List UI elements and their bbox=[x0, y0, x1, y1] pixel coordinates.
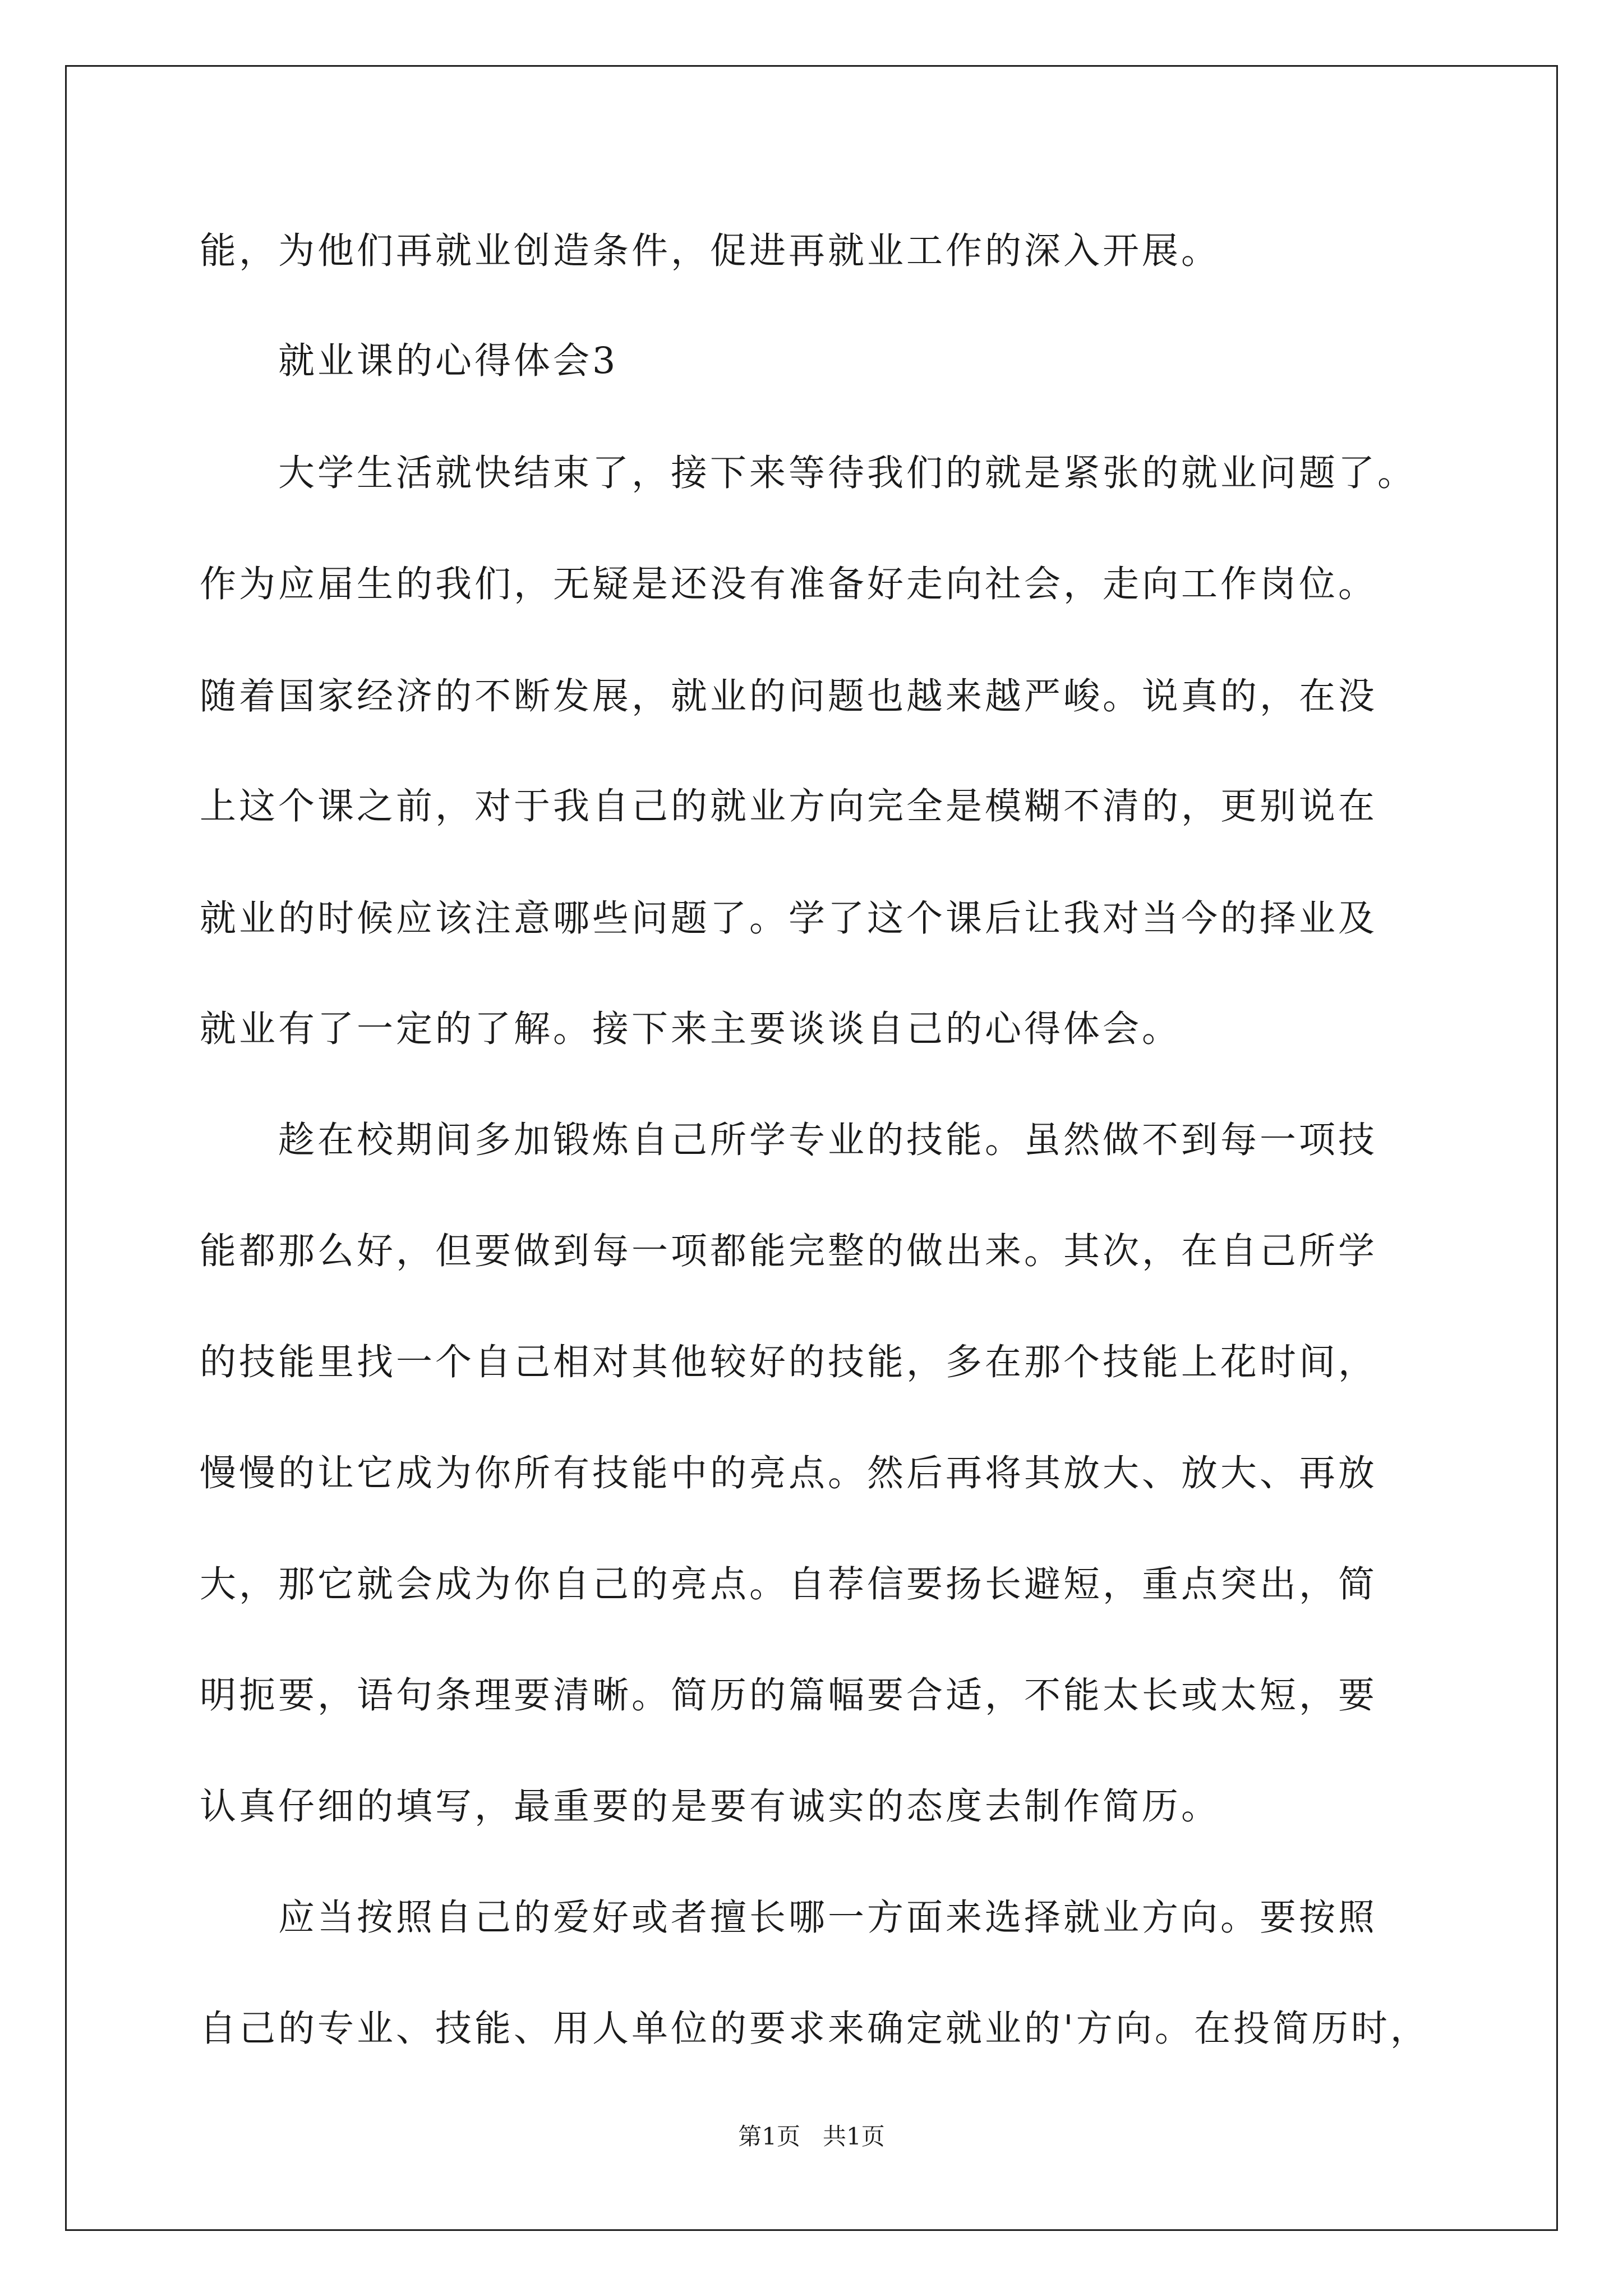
text-line: 慢慢的让它成为你所有技能中的亮点。然后再将其放大、放大、再放 bbox=[200, 1452, 1378, 1494]
text-line: 能，为他们再就业创造条件，促进再就业工作的深入开展。 bbox=[200, 230, 1221, 272]
text-line: 大，那它就会成为你自己的亮点。自荐信要扬长避短，重点突出，简 bbox=[200, 1563, 1378, 1605]
text-line: 应当按照自己的爱好或者擅长哪一方面来选择就业方向。要按照 bbox=[200, 1897, 1378, 1939]
text-line: 大学生活就快结束了，接下来等待我们的就是紧张的就业问题了。 bbox=[200, 452, 1417, 494]
text-line: 作为应届生的我们，无疑是还没有准备好走向社会，走向工作岗位。 bbox=[200, 563, 1378, 605]
text-line: 随着国家经济的不断发展，就业的问题也越来越严峻。说真的，在没 bbox=[200, 675, 1378, 717]
text-line: 就业的时候应该注意哪些问题了。学了这个课后让我对当今的择业及 bbox=[200, 898, 1378, 940]
text-line: 的技能里找一个自己相对其他较好的技能，多在那个技能上花时间， bbox=[200, 1341, 1378, 1383]
text-line: 上这个课之前，对于我自己的就业方向完全是模糊不清的，更别说在 bbox=[200, 785, 1378, 827]
text-line: 明扼要，语句条理要清晰。简历的篇幅要合适，不能太长或太短，要 bbox=[200, 1674, 1378, 1717]
text-line: 趁在校期间多加锻炼自己所学专业的技能。虽然做不到每一项技 bbox=[200, 1119, 1378, 1161]
text-line: 就业有了一定的了解。接下来主要谈谈自己的心得体会。 bbox=[200, 1008, 1182, 1050]
text-line: 自己的专业、技能、用人单位的要求来确定就业的'方向。在投简历时， bbox=[200, 2008, 1430, 2050]
page-footer bbox=[0, 2125, 1623, 2148]
section-heading: 就业课的心得体会3 bbox=[200, 340, 619, 382]
page-number: 第1页 bbox=[738, 2123, 800, 2150]
text-line: 认真仔细的填写，最重要的是要有诚实的态度去制作简历。 bbox=[200, 1786, 1221, 1828]
text-line: 能都那么好，但要做到每一项都能完整的做出来。其次，在自己所学 bbox=[200, 1230, 1378, 1272]
page-total: 共1页 bbox=[823, 2123, 885, 2150]
